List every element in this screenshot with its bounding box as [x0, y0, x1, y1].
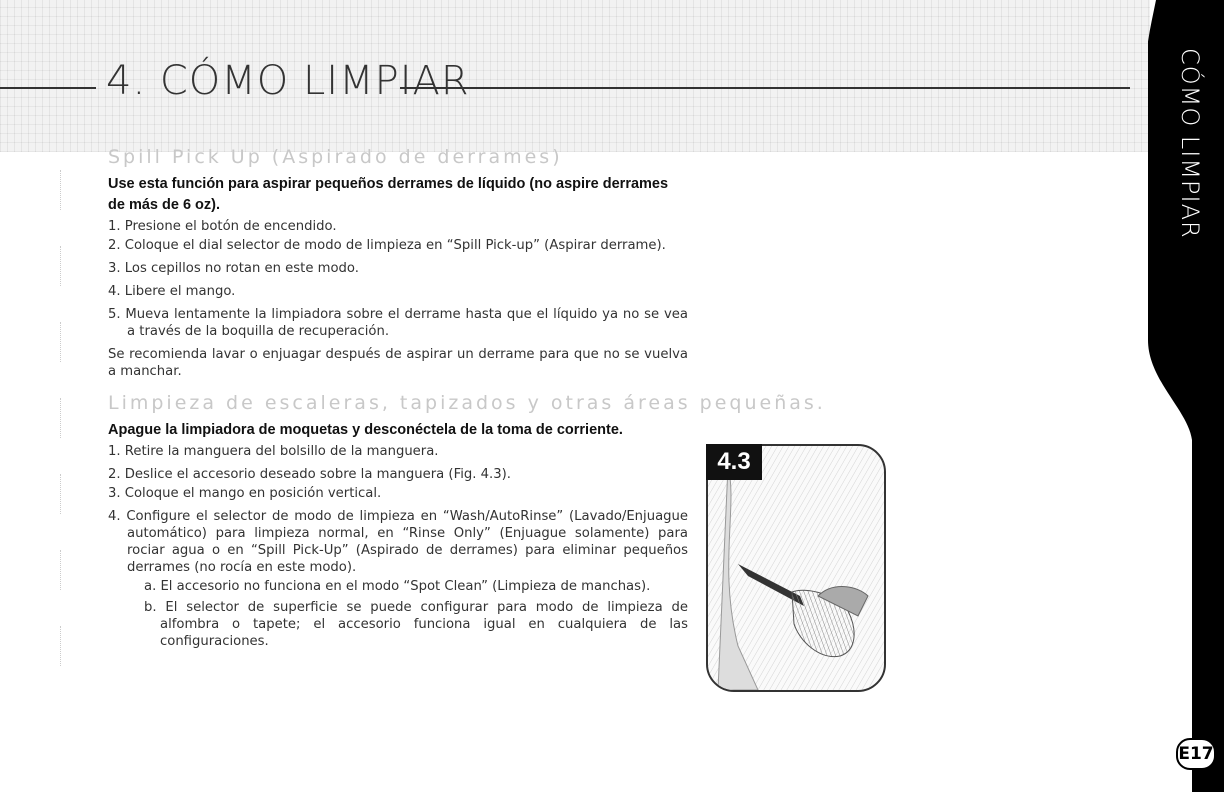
section-note-spill: Se recomienda lavar o enjuagar después de aspirar un derrame para que no se vuelva a manchar.: [108, 347, 688, 379]
page-number: E17: [1176, 738, 1216, 770]
hose-attachment-icon: [708, 446, 884, 690]
step-item: 5. Mueva lentamente la limpiadora sobre el derrame hasta que el líquido ya no se vea a través de la boquilla de recuperación.: [108, 307, 688, 339]
page-title: 4. CÓMO LIMPIAR: [106, 58, 470, 104]
step-item: 1. Presione el botón de encendido.: [108, 219, 337, 234]
section-lead-spill: Use esta función para aspirar pequeños derrames de líquido (no aspire derrames de más de 6 oz).: [108, 176, 669, 213]
section-title-stairs: Limpieza de escaleras, tapizados y otras áreas pequeñas.: [108, 392, 826, 414]
substep-item: a. El accesorio no funciona en el modo “Spot Clean” (Limpieza de manchas).: [144, 579, 651, 594]
header-rule-left: [0, 87, 96, 89]
step-item: 4. Configure el selector de modo de limpieza en “Wash/AutoRinse” (Lavado/Enjuague automático) para limpieza normal, en “Rinse Only” (Enjuague solamente) para rociar agua o en “Spill Pick-Up” (Aspirado de derrames) para eliminar pequeños derrames (no rocía en este modo).: [108, 509, 688, 575]
step-item: 3. Los cepillos no rotan en este modo.: [108, 261, 359, 276]
step-item: 2. Deslice el accesorio deseado sobre la manguera (Fig. 4.3).: [108, 467, 511, 482]
step-item: 1. Retire la manguera del bolsillo de la manguera.: [108, 444, 439, 459]
step-item: 2. Coloque el dial selector de modo de limpieza en “Spill Pick-up” (Aspirar derrame).: [108, 238, 666, 253]
header-rule-right: [400, 87, 1130, 89]
step-item: 4. Libere el mango.: [108, 284, 236, 299]
side-tab-label: CÓMO LIMPIAR: [1176, 48, 1204, 239]
figure-hose-attachment: [706, 444, 886, 692]
margin-marks: [60, 170, 90, 710]
figure-tag: 4.3: [706, 444, 762, 480]
substep-item: b. El selector de superficie se puede configurar para modo de limpieza de alfombra o tapete; el accesorio funciona igual en cualquiera de las configuraciones.: [144, 600, 688, 649]
section-title-spill: Spill Pick Up (Aspirado de derrames): [108, 146, 563, 168]
step-item: 3. Coloque el mango en posición vertical.: [108, 486, 382, 501]
main-content: [108, 146, 826, 654]
section-lead-stairs: Apague la limpiadora de moquetas y desconéctela de la toma de corriente.: [108, 422, 623, 438]
